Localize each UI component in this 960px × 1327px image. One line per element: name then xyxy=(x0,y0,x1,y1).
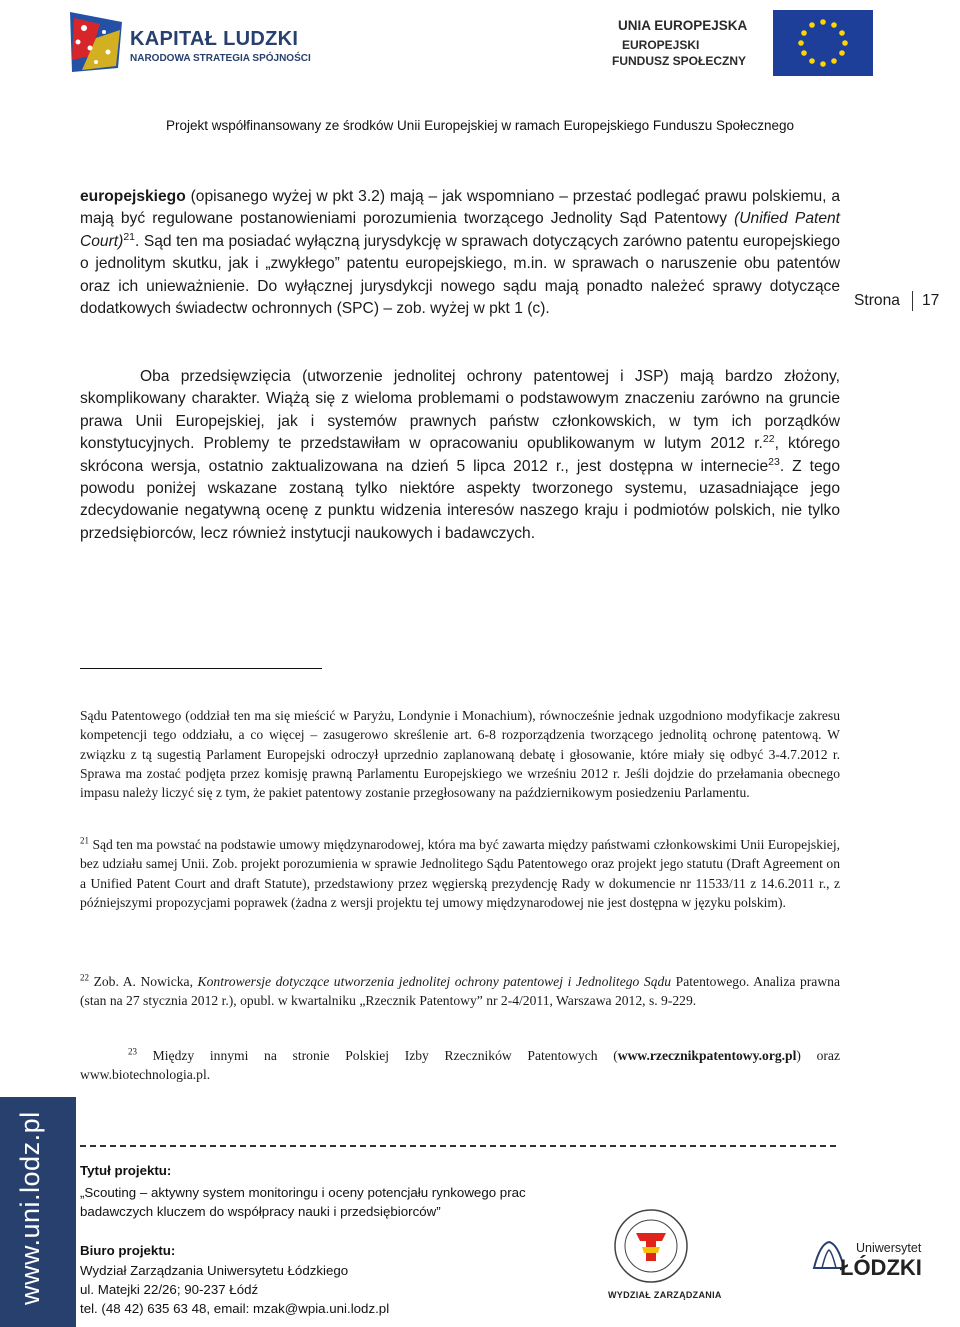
link-rzecznikpatentowy[interactable]: www.rzecznikpatentowy.org.pl xyxy=(617,1048,797,1063)
ue-fund-line1: EUROPEJSKI xyxy=(622,38,700,52)
kapital-ludzki-title: KAPITAŁ LUDZKI xyxy=(130,28,299,50)
page-separator xyxy=(912,291,913,311)
project-title-line1: „Scouting – aktywny system monitoringu i oceny potencjału rynkowego prac xyxy=(80,1185,526,1200)
footer-dashed-rule xyxy=(80,1145,836,1147)
eu-flag-icon xyxy=(773,10,873,76)
project-title-line2: badawczych kluczem do współpracy nauki i przedsiębiorców” xyxy=(80,1204,441,1219)
page-number-box xyxy=(852,289,960,315)
project-office-line1: Wydział Zarządzania Uniwersytetu Łódzkiego xyxy=(80,1263,349,1278)
faculty-seal-icon xyxy=(612,1207,690,1285)
body-paragraph-1: europejskiego (opisanego wyżej w pkt 3.2) mają – jak wspomniano – przestać podlegać prawu polskiemu, a mają być regulowane postanowieniami porozumienia tworzącego Jednolity Sąd Patentowy (Unified Patent Court)$^{21}$. Sąd ten ma posiadać wyłączną jurysdykcję w sprawach dotyczących zarówno patentu europejskiego o jednolitym skutku, jak i „zwykłego” patentu europejskiego, m.in. w sprawach o naruszenie obu patentów oraz ich unieważnienie. Do wyłącznej jurysdykcji nowego sądu mają ponadto należeć sprawy dotyczące dodatkowych świadectw ochronnych (SPC) – zob. wyżej w pkt 1 (c). xyxy=(80,188,840,318)
page-label: Strona xyxy=(854,292,900,309)
footnote-ref-22: 22 xyxy=(762,433,775,446)
university-name-line2: ŁÓDZKI xyxy=(840,1255,922,1280)
footnote-ref-23: 23 xyxy=(768,455,780,468)
project-office-line2: ul. Matejki 22/26; 90-237 Łódź xyxy=(80,1282,259,1297)
kapital-ludzki-subtitle: NARODOWA STRATEGIA SPÓJNOŚCI xyxy=(130,53,311,64)
cofinancing-note: Projekt współfinansowany ze środków Unii Europejskiej w ramach Europejskiego Funduszu Społecznego xyxy=(165,118,795,133)
footnote-22: $^{22}$ Zob. A. Nowicka, Kontrowersje dotyczące utworzenia jednolitej ochrony patentowej i Jednolitego Sądu Patentowego. Analiza prawna (stan na 27 stycznia 2012 r.), opubl. w kwartalniku „Rzecznik Patentowy” nr 2-4/2011, Warszawa 2012, s. 9-229. xyxy=(80,972,840,1009)
footnote-21: $^{21}$ Sąd ten ma powstać na podstawie umowy międzynarodowej, która ma być zawarta między państwami członkowskimi Unii Europejskiej, bez udziału samej Unii. Zob. projekt porozumienia w sprawie Jednolitego Sądu Patentowego oraz projekt jego statutu (Draft Agreement on a Unified Patent Court and draft Statute), przedstawiony przez węgierską prezydencję Rady w dokumencie nr 11533/11 z 14.6.2011 r., z późniejszymi propozycjami poprawek (żadna z wersji projektu tej umowy międzynarodowej nie jest dostępna w języku polskim). xyxy=(80,835,840,910)
project-title-label: Tytuł projektu: xyxy=(80,1163,172,1178)
project-office-contact: tel. (48 42) 635 63 48, email: mzak@wpia.uni.lodz.pl xyxy=(80,1301,390,1316)
footnote-ref-21: 21 xyxy=(123,230,136,243)
body-paragraph-2: Oba przedsięwzięcia (utworzenie jednolitej ochrony patentowej i JSP) mają bardzo złożony, skomplikowany charakter. Wiążą się z wieloma problemami o podstawowym znaczeniu zarówno na gruncie prawa Unii Europejskiej, jak i systemów prawnych państw członkowskich, w tym ich porządków konstytucyjnych. Problemy te przedstawiłam w opracowaniu opublikowanym w lutym 2012 r.$^{22}$, którego skrócona wersja, ostatnio zaktualizowana na dzień 5 lipca 2012 r., jest dostępna w internecie$^{23}$. Z tego powodu poniżej wskazane zostaną tylko niektóre aspekty tworzonego systemu, uzasadniające jego zdecydowanie negatywną ocenę z punktu widzenia interesów naszego kraju i podmiotów polskich, nie tylko przedsiębiorców, lecz również instytucji naukowych i badawczych. xyxy=(80,368,840,542)
ue-fund-line2: FUNDUSZ SPOŁECZNY xyxy=(612,54,747,68)
page-number: 17 xyxy=(922,292,940,309)
footnote-separator xyxy=(80,668,322,669)
lead-bold-text: europejskiego xyxy=(80,188,186,205)
university-name-line1: Uniwersytet xyxy=(856,1241,922,1255)
footnote-continuation: Sądu Patentowego (oddział ten ma się mieścić w Paryżu, Londynie i Monachium), równocześnie jednak uzgodniono modyfikacje zakresu kompetencji tego oddziału, a co więcej – zasugerowo skreślenie art. 6-8 rozporządzenia tworzącego jednolitą ochronę patentową. W związku z tą sugestią Parlament Europejski odroczył uprzednio zaplanowaną debatę i głosowanie, które miały się odbyć 3-4.7.2012 r. Sprawa ma zostać podjęta przez komisję prawną Parlamentu Europejskiego we wrześniu 2012 r. Jeśli dojdzie do przełamania obecnego impasu należy liczyć się z tym, że pakiet patentowy zostanie przegłosowany na październikowym posiedzeniu Parlamentu. xyxy=(80,708,840,801)
university-url[interactable]: www.uni.lodz.pl xyxy=(15,1111,45,1305)
faculty-name: WYDZIAŁ ZARZĄDZANIA xyxy=(608,1290,722,1300)
project-office-label: Biuro projektu: xyxy=(80,1243,176,1258)
ue-title: UNIA EUROPEJSKA xyxy=(618,18,748,33)
footnote-23: $^{23}$ Między innymi na stronie Polskiej Izby Rzeczników Patentowych (www.rzecznikpatentowy.org.pl) oraz www.biotechnologia.pl. xyxy=(80,1046,840,1083)
